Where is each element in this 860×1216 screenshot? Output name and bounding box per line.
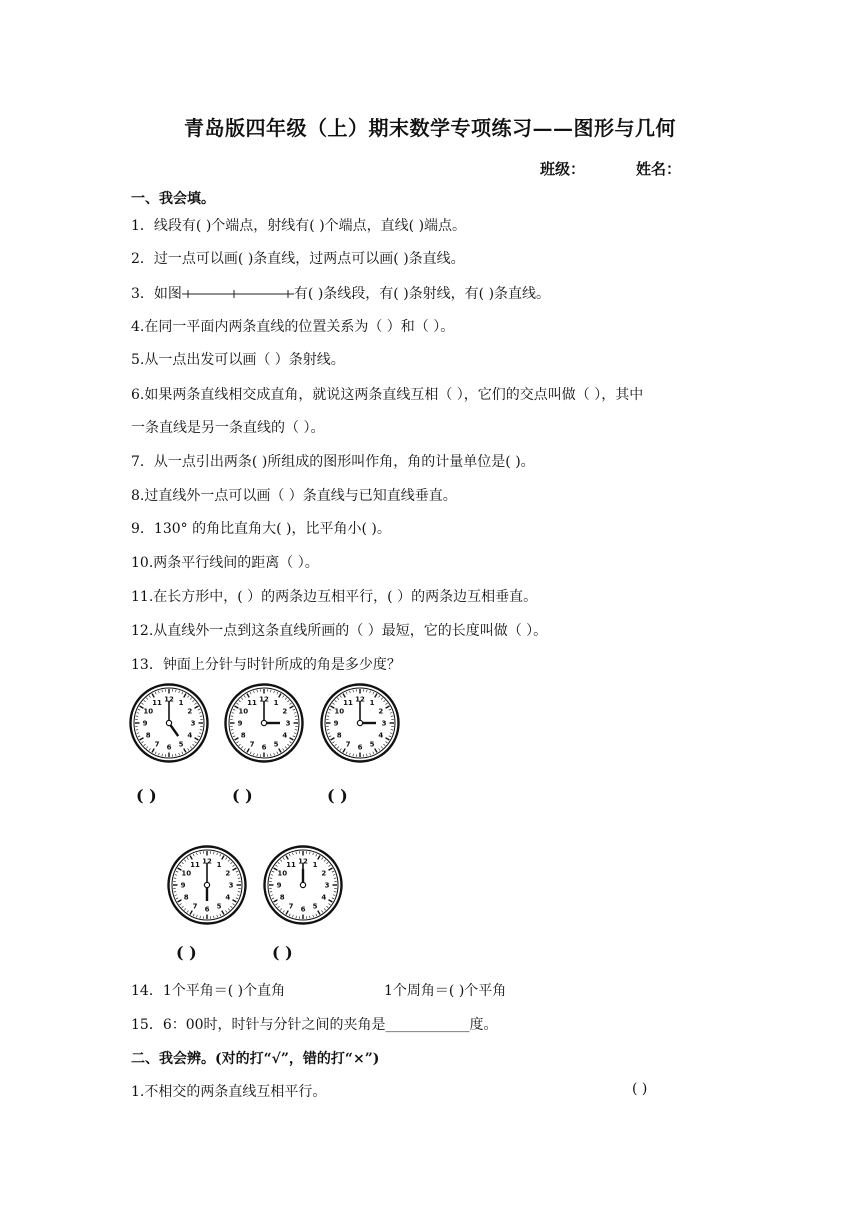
svg-text:8: 8	[240, 731, 246, 740]
svg-text:9: 9	[142, 719, 148, 728]
svg-text:1: 1	[369, 698, 375, 707]
svg-text:11: 11	[247, 698, 257, 707]
question-3	[131, 283, 550, 303]
svg-text:10: 10	[143, 707, 154, 716]
svg-text:9: 9	[180, 881, 186, 890]
question-8: 8.过直线外一点可以画（ ）条直线与已知直线垂直。	[131, 488, 457, 504]
svg-text:2: 2	[225, 869, 231, 878]
svg-text:2: 2	[321, 869, 327, 878]
svg-text:4: 4	[321, 893, 327, 902]
svg-text:5: 5	[178, 740, 184, 749]
svg-text:4: 4	[187, 731, 193, 740]
svg-text:5: 5	[369, 740, 375, 749]
class-label: 班级：	[540, 160, 586, 178]
question-6-line2: 一条直线是另一条直线的（ ）。	[131, 420, 325, 436]
svg-text:4: 4	[282, 731, 288, 740]
svg-text:10: 10	[277, 869, 288, 878]
svg-text:5: 5	[273, 740, 279, 749]
svg-text:8: 8	[183, 893, 189, 902]
clock-3	[320, 683, 400, 763]
segment-figure	[182, 287, 294, 301]
svg-text:12: 12	[298, 857, 308, 866]
svg-text:2: 2	[282, 707, 288, 716]
svg-text:9: 9	[333, 719, 339, 728]
svg-text:3: 3	[324, 881, 330, 890]
clock-1-answer: ( )	[136, 786, 157, 805]
svg-text:4: 4	[225, 893, 231, 902]
clock-4-answer: ( )	[176, 943, 197, 962]
svg-text:12: 12	[259, 695, 269, 704]
svg-text:9: 9	[237, 719, 243, 728]
svg-text:8: 8	[279, 893, 285, 902]
svg-text:12: 12	[202, 857, 212, 866]
svg-text:11: 11	[343, 698, 353, 707]
svg-text:3: 3	[190, 719, 196, 728]
clock-2	[224, 683, 304, 763]
svg-text:11: 11	[286, 860, 296, 869]
question-13: 13．钟面上分针与时针所成的角是多少度？	[131, 657, 401, 673]
svg-text:7: 7	[192, 902, 198, 911]
question-4: 4.在同一平面内两条直线的位置关系为（ ）和（ ）。	[131, 319, 455, 335]
svg-text:7: 7	[249, 740, 255, 749]
svg-text:6: 6	[261, 743, 267, 752]
svg-text:11: 11	[152, 698, 162, 707]
svg-text:5: 5	[216, 902, 222, 911]
section2-heading: 二、我会辨。(对的打“√”，错的打“×”)	[131, 1051, 380, 1067]
svg-text:10: 10	[238, 707, 249, 716]
question-14-a: 14．1个平角＝( )个直角	[131, 983, 286, 999]
svg-text:9: 9	[276, 881, 282, 890]
svg-text:1: 1	[178, 698, 184, 707]
svg-text:11: 11	[190, 860, 200, 869]
svg-text:7: 7	[345, 740, 351, 749]
question-2: 2．过一点可以画( )条直线，过两点可以画( )条直线。	[131, 251, 465, 267]
clock-5-answer: ( )	[272, 943, 293, 962]
svg-text:12: 12	[164, 695, 174, 704]
question-14-b: 1个周角＝( )个平角	[384, 983, 507, 999]
svg-text:8: 8	[145, 731, 151, 740]
svg-text:7: 7	[154, 740, 160, 749]
clock-5	[263, 845, 343, 925]
svg-text:3: 3	[228, 881, 234, 890]
question-9: 9．130° 的角比直角大( )，比平角小( )。	[131, 521, 391, 537]
svg-text:8: 8	[336, 731, 342, 740]
name-label: 姓名：	[636, 160, 682, 178]
svg-text:4: 4	[378, 731, 384, 740]
question-3-prefix: 3．如图	[131, 286, 182, 302]
question-1: 1．线段有( )个端点，射线有( )个端点，直线( )端点。	[131, 218, 467, 234]
question-10: 10.两条平行线间的距离（ ）。	[131, 555, 319, 571]
question-5: 5.从一点出发可以画（ ）条射线。	[131, 352, 345, 368]
svg-text:7: 7	[288, 902, 294, 911]
svg-text:10: 10	[334, 707, 345, 716]
svg-text:2: 2	[187, 707, 193, 716]
svg-text:1: 1	[216, 860, 222, 869]
judge-question-1: 1.不相交的两条直线互相平行。	[131, 1084, 327, 1100]
svg-text:10: 10	[181, 869, 192, 878]
svg-text:6: 6	[166, 743, 172, 752]
svg-text:5: 5	[312, 902, 318, 911]
page-title: 青岛版四年级（上）期末数学专项练习——图形与几何	[184, 116, 676, 140]
svg-text:6: 6	[300, 905, 306, 914]
svg-text:6: 6	[357, 743, 363, 752]
judge-question-1-answer: ( )	[632, 1081, 648, 1097]
svg-text:2: 2	[378, 707, 384, 716]
question-12: 12.从直线外一点到这条直线所画的（ ）最短，它的长度叫做（ ）。	[131, 623, 548, 639]
svg-text:3: 3	[285, 719, 291, 728]
svg-text:1: 1	[273, 698, 279, 707]
question-7: 7．从一点引出两条( )所组成的图形叫作角，角的计量单位是( )。	[131, 454, 535, 470]
clock-1	[129, 683, 209, 763]
question-15: 15．6：00时，时针与分针之间的夹角是____________度。	[131, 1017, 498, 1033]
question-3-suffix: 有( )条线段，有( )条射线，有( )条直线。	[293, 286, 551, 302]
clock-2-answer: ( )	[232, 786, 253, 805]
question-11: 11.在长方形中，( ）的两条边互相平行，( ）的两条边互相垂直。	[131, 589, 538, 605]
clock-3-answer: ( )	[327, 786, 348, 805]
svg-text:12: 12	[355, 695, 365, 704]
svg-text:6: 6	[204, 905, 210, 914]
clock-4	[167, 845, 247, 925]
svg-text:3: 3	[381, 719, 387, 728]
section1-heading: 一、我会填。	[131, 191, 215, 207]
question-6-line1: 6.如果两条直线相交成直角，就说这两条直线互相（ ），它们的交点叫做（ ），其中	[131, 387, 644, 403]
svg-text:1: 1	[312, 860, 318, 869]
